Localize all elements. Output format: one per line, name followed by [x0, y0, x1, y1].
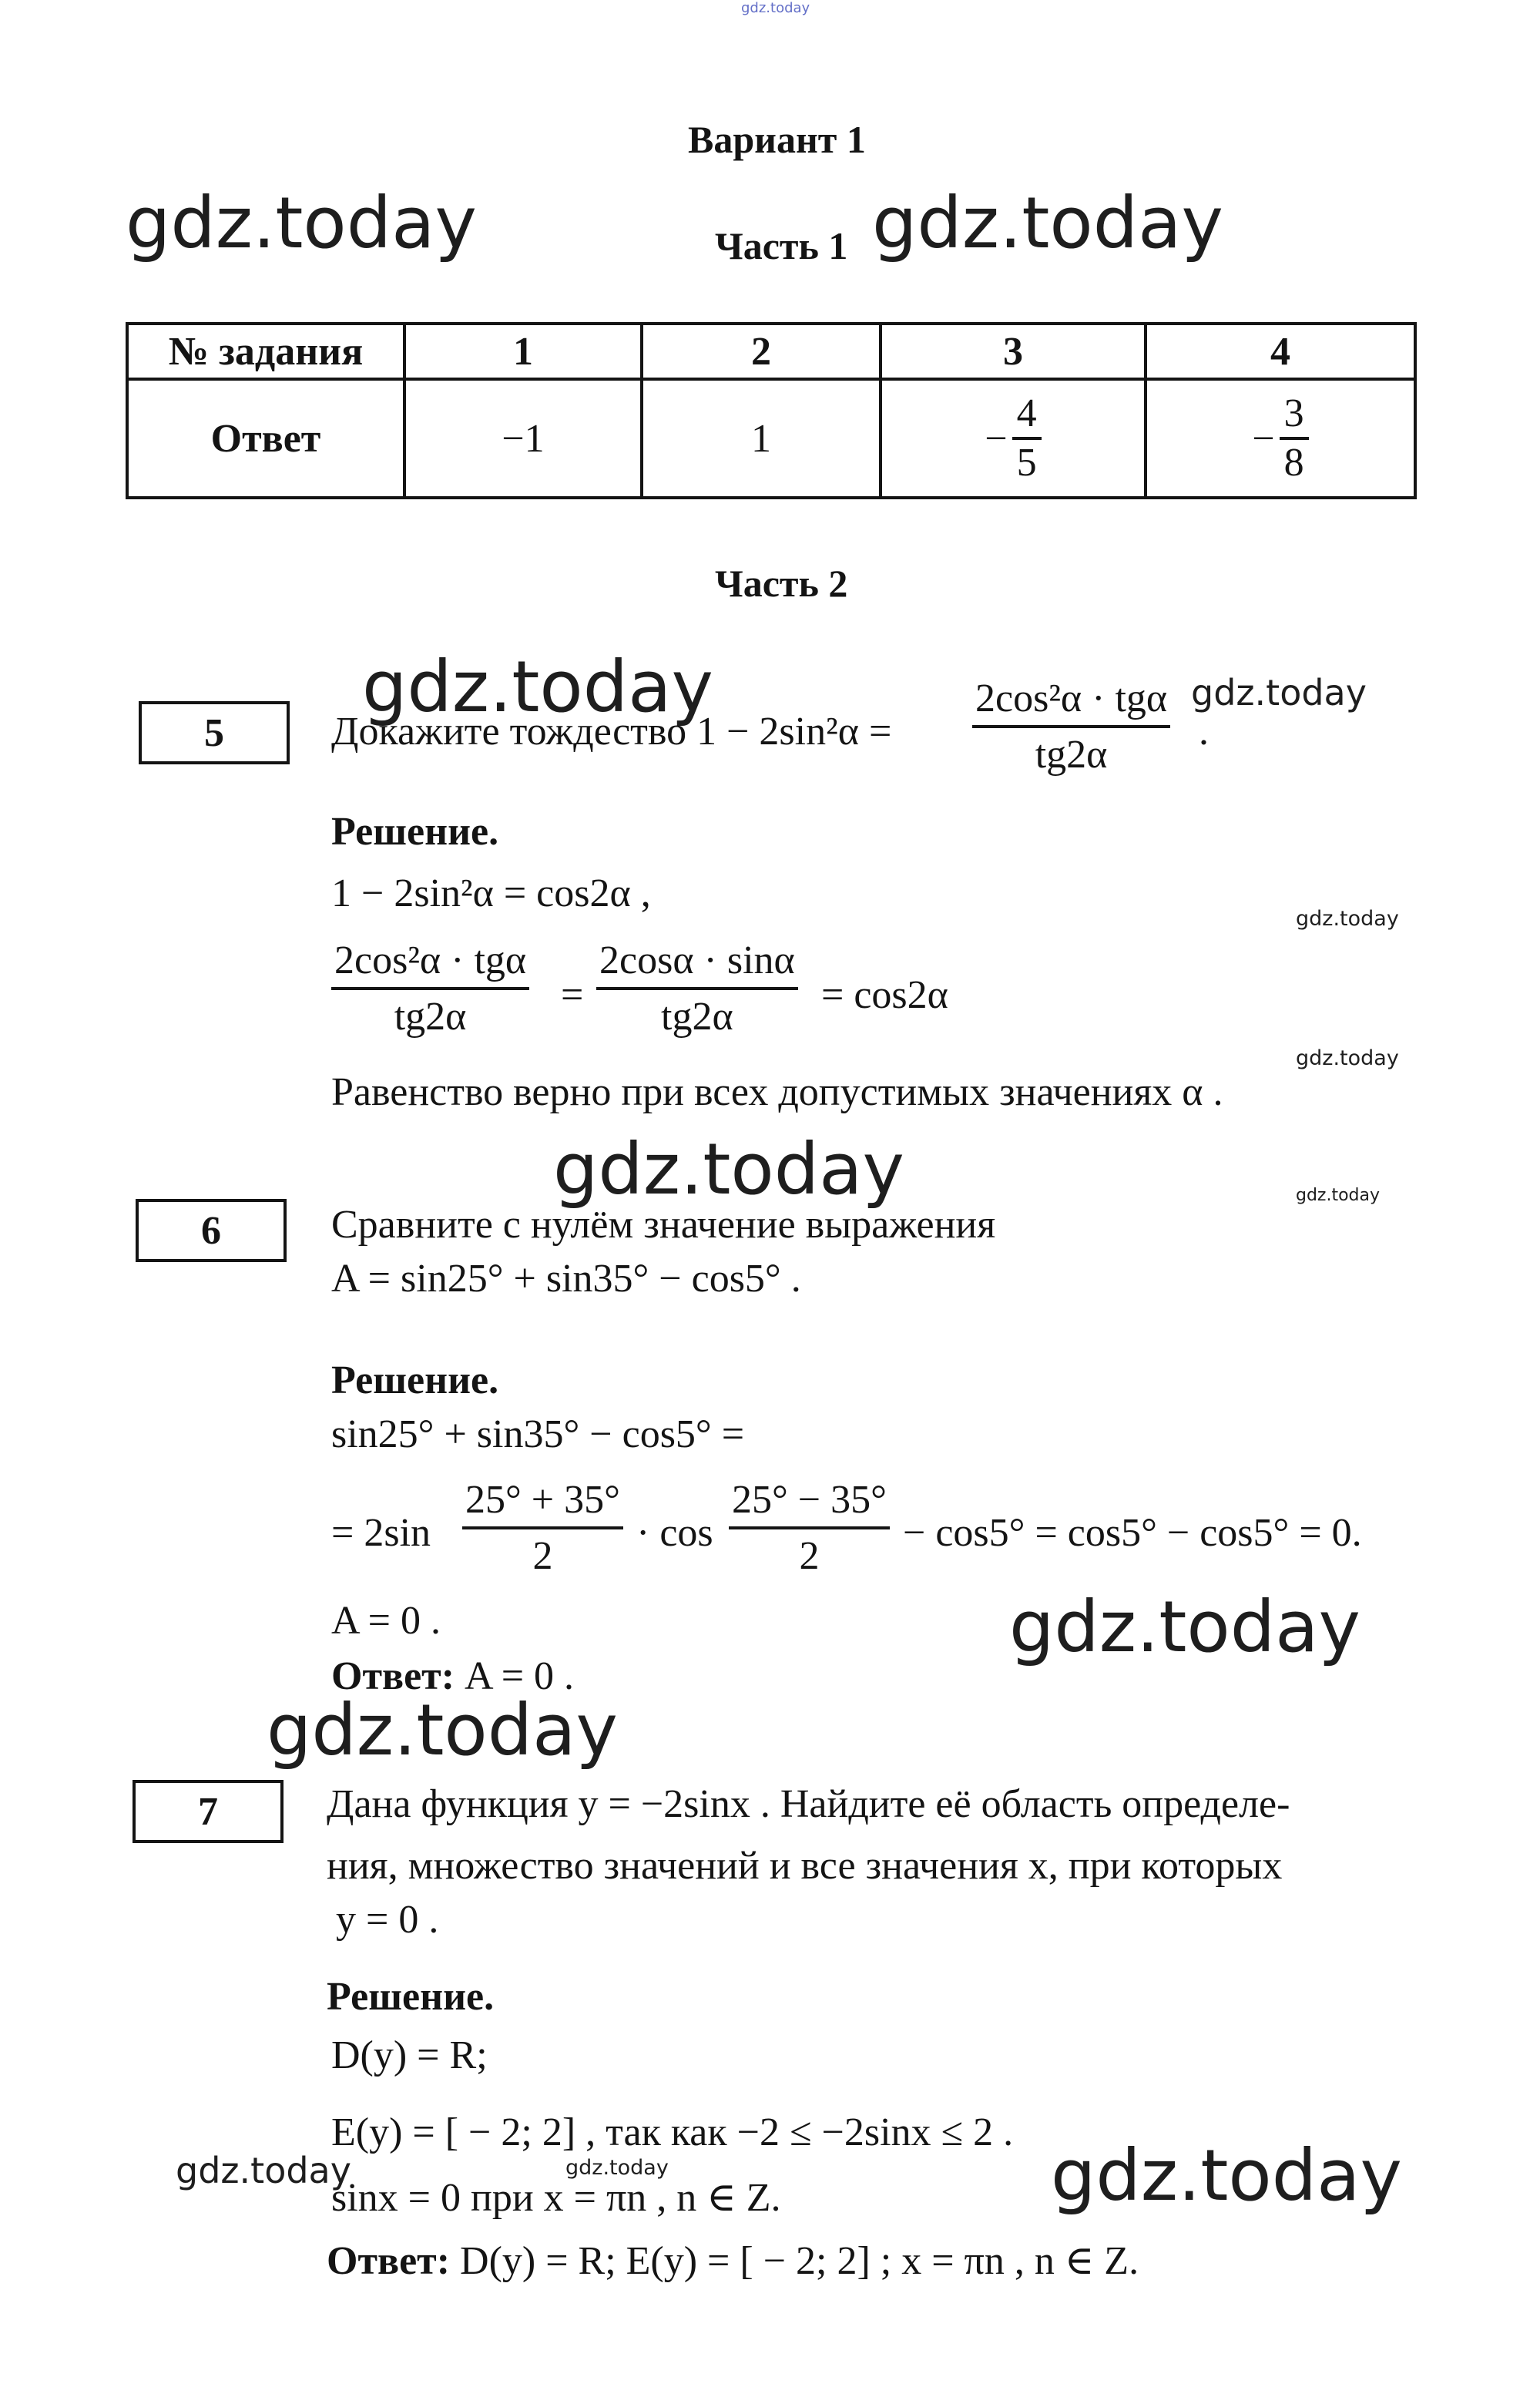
task7-solution-label: Решение.	[327, 1975, 495, 2019]
denominator: tg2α	[394, 995, 467, 1039]
watermark: gdz.today	[1296, 1186, 1381, 1205]
task7-statement-1: Дана функция y = −2sinx . Найдите её область определе-	[327, 1782, 1290, 1826]
part1-title: Часть 1	[715, 224, 848, 267]
watermark: gdz.today	[176, 2150, 351, 2191]
watermark: gdz.today	[1051, 2134, 1402, 2217]
answer-value: A = 0 .	[465, 1654, 575, 1698]
answer-value: D(y) = R; E(y) = [ − 2; 2] ; x = πn , n ∈ Z.	[460, 2239, 1139, 2283]
task5-period: .	[1199, 710, 1209, 754]
task-number-box: 7	[133, 1780, 284, 1843]
fraction	[1280, 391, 1309, 486]
task6-l2-fraction2	[729, 1478, 890, 1578]
watermark: gdz.today	[1009, 1586, 1361, 1668]
task7-statement-3: y = 0 .	[336, 1898, 439, 1942]
task6-solution-label: Решение.	[331, 1358, 499, 1402]
table-task-number: 3	[881, 324, 1146, 379]
task6-statement-2: A = sin25° + sin35° − cos5° .	[331, 1257, 801, 1301]
task6-l2-prefix: = 2sin	[331, 1511, 431, 1555]
numerator: 3	[1280, 391, 1309, 440]
watermark: gdz.today	[1296, 1046, 1399, 1070]
task5-fraction	[972, 677, 1170, 777]
numerator: 2cos²α · tgα	[972, 677, 1170, 728]
denominator: 2	[799, 1534, 820, 1579]
task-number-box: 6	[136, 1199, 287, 1262]
answer-label: Ответ:	[331, 1654, 455, 1698]
denominator: 5	[1016, 441, 1037, 485]
task6-answer	[331, 1654, 574, 1699]
task5-conclusion: Равенство верно при всех допустимых значениях α .	[331, 1070, 1223, 1114]
task5-l2-fraction2	[596, 938, 798, 1039]
watermark: gdz.today	[126, 182, 477, 264]
table-answer-label: Ответ	[127, 379, 404, 498]
watermark: gdz.today	[267, 1689, 618, 1771]
numerator: 25° − 35°	[729, 1478, 890, 1529]
denominator: tg2α	[661, 995, 733, 1039]
variant-title: Вариант 1	[688, 118, 866, 161]
task5-l2-equals: =	[561, 973, 584, 1017]
watermark: gdz.today	[1296, 907, 1399, 931]
watermark: gdz.today	[872, 182, 1223, 264]
task6-statement-1: Сравните с нулём значение выражения	[331, 1203, 996, 1247]
task5-l2-fraction1	[331, 938, 529, 1039]
table-task-number: 1	[404, 324, 642, 379]
table-answer-row	[127, 379, 1415, 498]
minus-sign: −	[985, 416, 1008, 461]
numerator: 25° + 35°	[462, 1478, 623, 1529]
task7-answer	[327, 2238, 1139, 2284]
table-header-label: № задания	[127, 324, 404, 379]
table-answer-3	[881, 379, 1146, 498]
table-task-number: 2	[642, 324, 881, 379]
task7-line1: D(y) = R;	[331, 2033, 488, 2077]
task5-statement: Докажите тождество 1 − 2sin²α =	[331, 710, 892, 754]
task5-line1: 1 − 2sin²α = cos2α ,	[331, 871, 651, 915]
task6-l2-mid: · cos	[636, 1511, 713, 1555]
watermark: gdz.today	[362, 646, 713, 728]
task6-l2-fraction1	[462, 1478, 623, 1578]
part2-title: Часть 2	[715, 562, 848, 605]
task7-statement-2: ния, множество значений и все значения x, при которых	[327, 1844, 1283, 1888]
task6-line1: sin25° + sin35° − cos5° =	[331, 1412, 745, 1456]
table-answer-4	[1146, 379, 1415, 498]
numerator: 2cosα · sinα	[596, 938, 798, 990]
denominator: 2	[532, 1534, 553, 1579]
watermark-tiny: gdz.today	[741, 0, 810, 16]
watermark: gdz.today	[553, 1128, 904, 1210]
minus-sign: −	[1252, 416, 1275, 461]
task5-l2-tail: = cos2α	[821, 973, 948, 1017]
task6-l2-tail: − cos5° = cos5° − cos5° = 0.	[903, 1511, 1362, 1555]
task6-line3: A = 0 .	[331, 1599, 441, 1643]
task-number-box: 5	[139, 701, 290, 764]
fraction	[1012, 391, 1042, 486]
answer-label: Ответ:	[327, 2239, 451, 2283]
numerator: 2cos²α · tgα	[331, 938, 529, 990]
denominator: tg2α	[1035, 733, 1108, 777]
table-header-row	[127, 324, 1415, 379]
table-answer-2: 1	[642, 379, 881, 498]
answer-table	[126, 322, 1417, 499]
numerator: 4	[1012, 391, 1042, 440]
task5-solution-label: Решение.	[331, 810, 499, 854]
watermark: gdz.today	[565, 2156, 669, 2180]
watermark: gdz.today	[1191, 672, 1367, 713]
table-answer-1: −1	[404, 379, 642, 498]
task7-line2: E(y) = [ − 2; 2] , так как −2 ≤ −2sinx ≤ 2 .	[331, 2110, 1014, 2154]
task7-line3: sinx = 0 при x = πn , n ∈ Z.	[331, 2176, 781, 2220]
table-task-number: 4	[1146, 324, 1415, 379]
denominator: 8	[1283, 441, 1304, 485]
